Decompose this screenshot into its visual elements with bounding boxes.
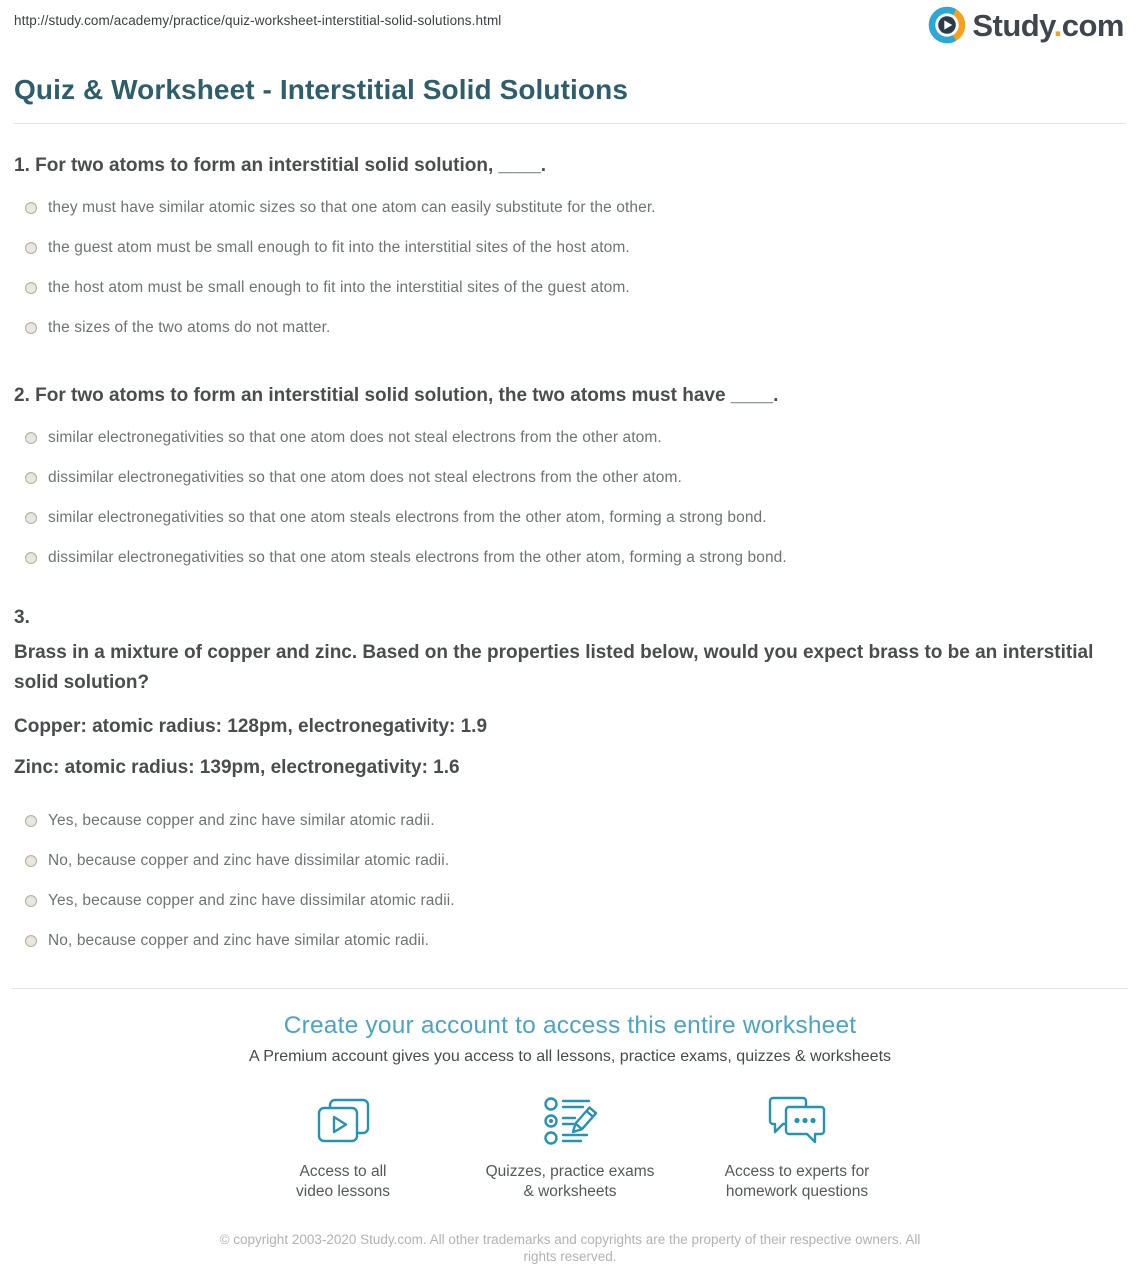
feature-quizzes [457,1093,684,1202]
features-row [0,1093,1140,1202]
question-1 [14,154,1126,348]
radio-button[interactable] [25,322,37,334]
feature-video-lessons [230,1093,457,1202]
radio-button[interactable] [25,282,37,294]
cta-heading[interactable]: Create your account to access this entire worksheet [283,1012,857,1039]
answer-option[interactable]: they must have similar atomic sizes so that one atom can easily substitute for the other. [14,188,1126,228]
answer-option[interactable]: similar electronegativities so that one atom steals electrons from the other atom, forming a strong bond. [14,498,1126,538]
answer-option[interactable]: Yes, because copper and zinc have similar atomic radii. [14,801,1126,841]
page-title: Quiz & Worksheet - Interstitial Solid Solutions [14,74,1126,124]
feature-label: Quizzes, practice exams & worksheets [485,1163,655,1200]
radio-button[interactable] [25,432,37,444]
answer-option[interactable]: the host atom must be small enough to fit into the interstitial sites of the guest atom. [14,268,1126,308]
radio-button[interactable] [25,552,37,564]
cta-subheading: A Premium account gives you access to all lessons, practice exams, quizzes & worksheets [248,1048,892,1065]
answer-option[interactable]: No, because copper and zinc have similar atomic radii. [14,921,1126,961]
answer-option[interactable]: similar electronegativities so that one atom does not steal electrons from the other atom. [14,418,1126,458]
question-3-number: 3. [14,607,30,628]
feature-label: Access to experts for homework questions [724,1163,870,1200]
radio-button[interactable] [25,895,37,907]
radio-button[interactable] [25,202,37,214]
radio-button[interactable] [25,855,37,867]
page-url: http://study.com/academy/practice/quiz-worksheet-interstitial-solid-solutions.html [14,13,502,28]
question-2-heading: 2. For two atoms to form an interstitial solid solution, the two atoms must have ____. [14,385,779,406]
question-1-options [14,188,1126,348]
answer-option[interactable]: the sizes of the two atoms do not matter. [14,308,1126,348]
answer-option[interactable]: Yes, because copper and zinc have dissimilar atomic radii. [14,881,1126,921]
radio-button[interactable] [25,935,37,947]
feature-experts [684,1093,911,1202]
section-divider [12,988,1128,989]
studycom-logo-icon [928,6,966,44]
studycom-wordmark: Study.com [972,7,1124,43]
question-3 [14,606,1126,961]
feature-label: Access to all video lessons [296,1163,390,1200]
radio-button[interactable] [25,242,37,254]
topbar [0,0,1140,50]
studycom-logo[interactable] [928,6,1124,44]
question-3-zinc-property: Zinc: atomic radius: 139pm, electronegativity: 1.6 [14,757,460,778]
copyright-notice: © copyright 2003-2020 Study.com. All other trademarks and copyrights are the property of their respective owners. All rights reserved. [219,1232,921,1264]
answer-option[interactable]: No, because copper and zinc have dissimilar atomic radii. [14,841,1126,881]
question-1-heading: 1. For two atoms to form an interstitial solid solution, ____. [14,155,547,176]
question-3-copper-property: Copper: atomic radius: 128pm, electronegativity: 1.9 [14,716,488,737]
radio-button[interactable] [25,512,37,524]
answer-option[interactable]: the guest atom must be small enough to fit into the interstitial sites of the host atom. [14,228,1126,268]
question-2 [14,384,1126,578]
answer-option[interactable]: dissimilar electronegativities so that one atom steals electrons from the other atom, forming a strong bond. [14,538,1126,578]
question-2-options [14,418,1126,578]
experts-chat-icon [765,1093,829,1151]
cta-section [0,1012,1140,1202]
question-3-heading: Brass in a mixture of copper and zinc. Based on the properties listed below, would you expect brass to be an interstitial solid solution? [14,642,1094,693]
quizzes-worksheets-icon [539,1093,601,1151]
video-lessons-icon [315,1093,371,1151]
question-3-options [14,801,1126,961]
radio-button[interactable] [25,815,37,827]
radio-button[interactable] [25,472,37,484]
answer-option[interactable]: dissimilar electronegativities so that one atom does not steal electrons from the other atom. [14,458,1126,498]
